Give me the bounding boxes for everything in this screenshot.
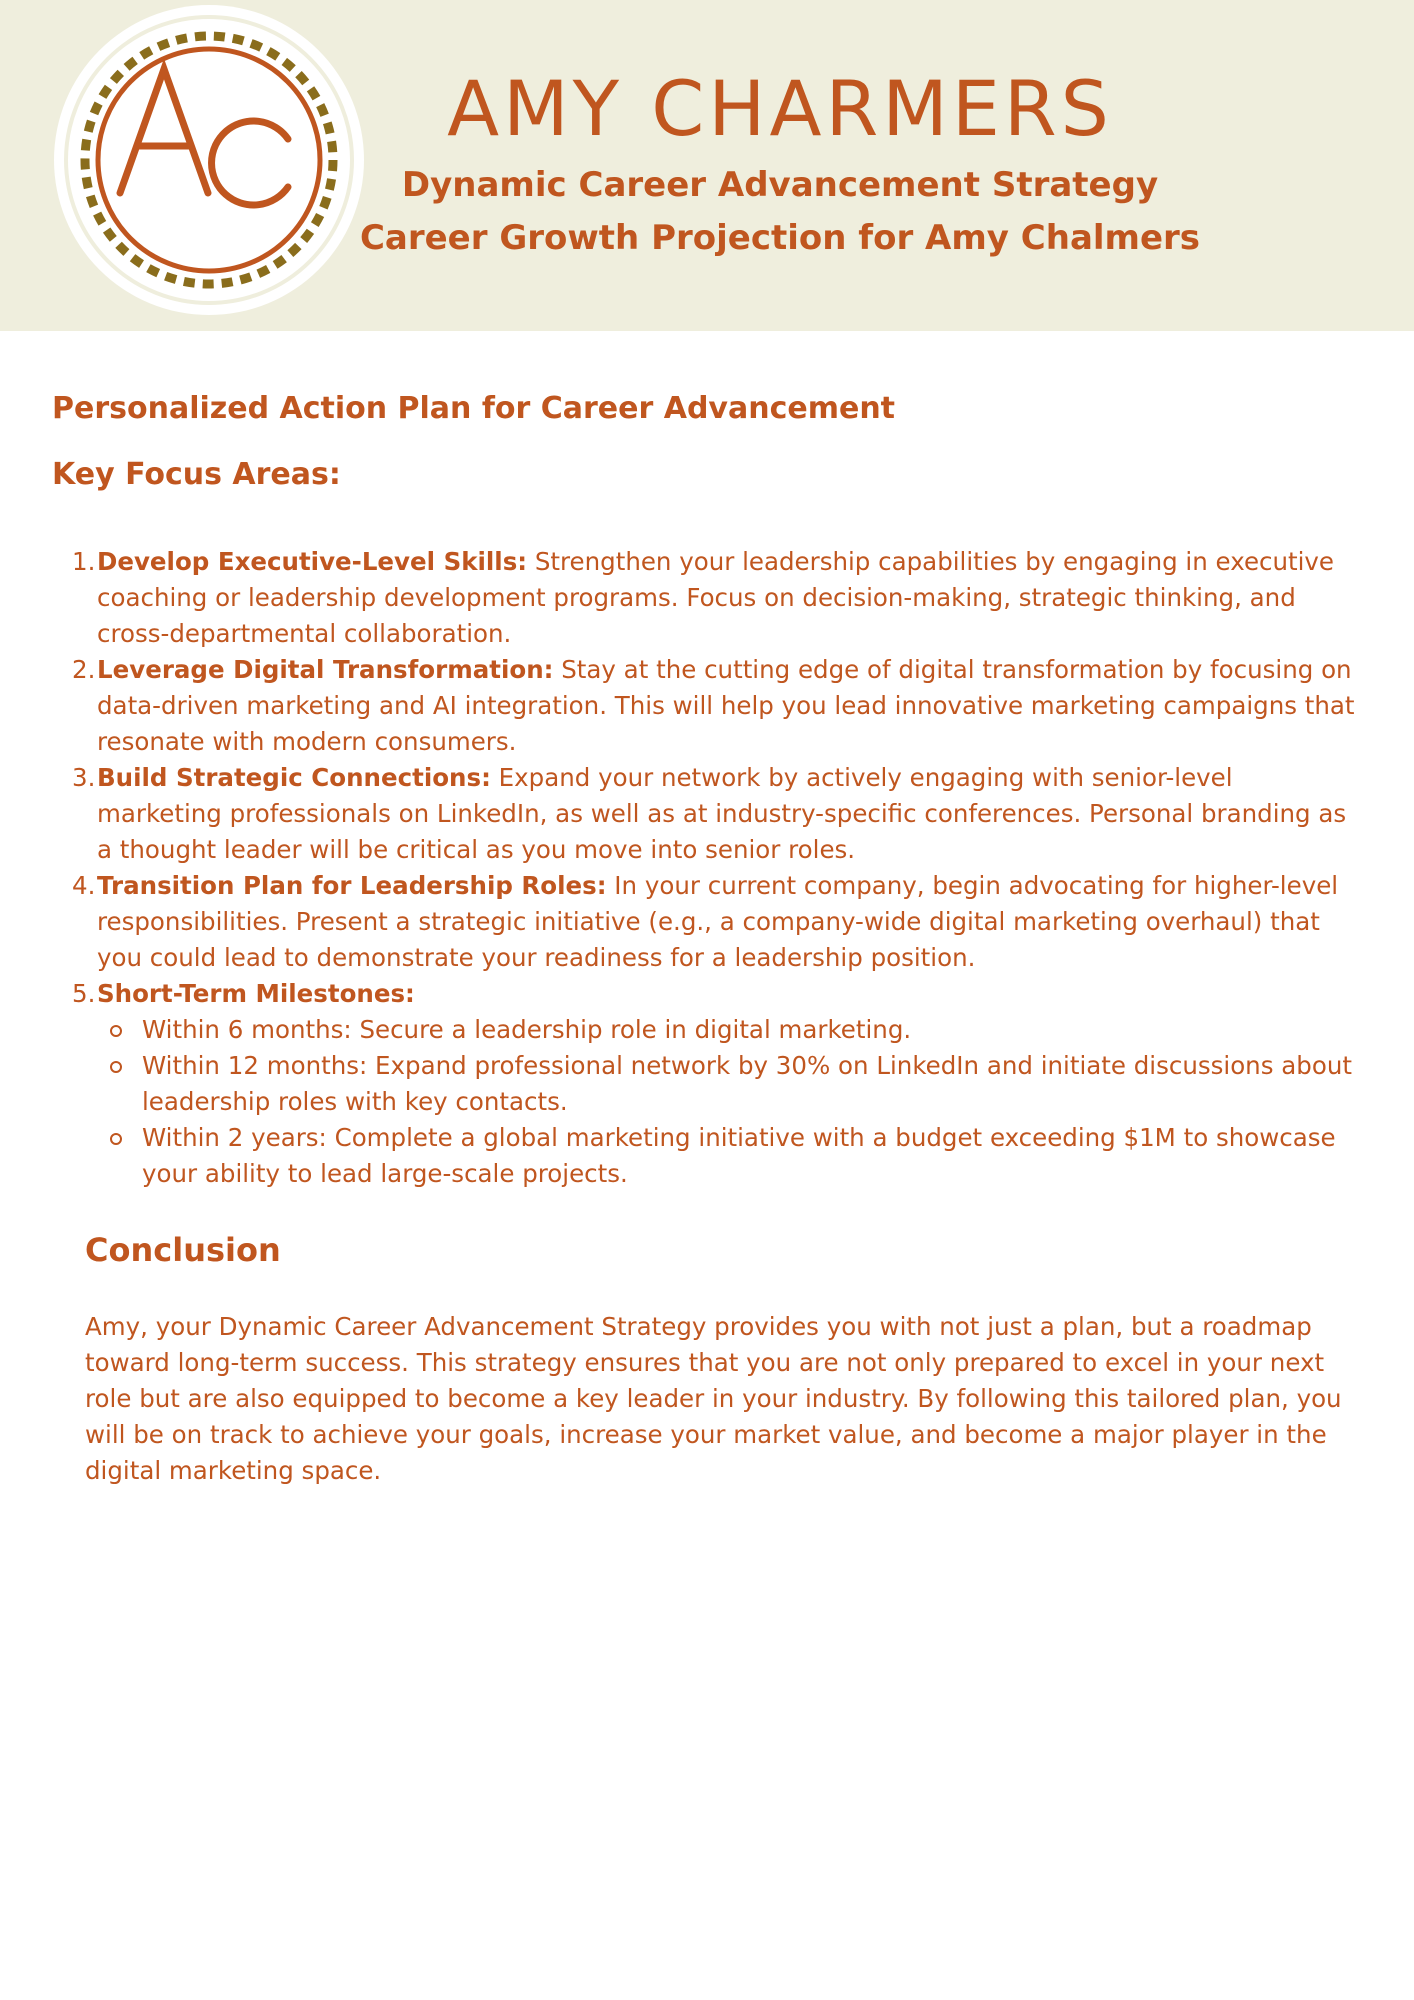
projection-title: Career Growth Projection for Amy Chalmers xyxy=(359,218,1201,258)
milestone-text: Within 2 years: Complete a global marketing initiative with a budget exceeding $1M to showcase your ability to lead large-scale projects. xyxy=(142,1123,1336,1188)
focus-areas-list xyxy=(52,544,1362,1192)
focus-item xyxy=(52,544,1362,652)
item-text: Expand your network by actively engaging with senior-level marketing professionals on LinkedIn, as well as at industry-specific conferences. Personal branding as a thought leader will be critical as you move into senior roles. xyxy=(97,763,1347,864)
person-name: AMY CHARMERS xyxy=(447,64,1113,153)
circle-bullet-icon xyxy=(110,1061,122,1073)
milestone-item xyxy=(97,1120,1362,1192)
item-number: 5. xyxy=(72,979,96,1008)
circle-bullet-icon xyxy=(110,1133,122,1145)
focus-item xyxy=(52,652,1362,760)
item-number: 3. xyxy=(72,763,96,792)
item-title: Leverage Digital Transformation: xyxy=(97,655,554,684)
conclusion-heading: Conclusion xyxy=(85,1231,281,1269)
item-number: 4. xyxy=(72,871,96,900)
focus-item xyxy=(52,760,1362,868)
action-plan-heading: Personalized Action Plan for Career Advancement xyxy=(52,391,896,426)
item-text: Strengthen your leadership capabilities by engaging in executive coaching or leadership development programs. Focus on decision-making, strategic thinking, and cross-departmental collaboration. xyxy=(97,547,1334,648)
focus-item xyxy=(52,868,1362,976)
focus-item-milestones xyxy=(52,976,1362,1192)
milestones-list xyxy=(97,1012,1362,1192)
ac-monogram-logo xyxy=(52,3,366,317)
item-title: Develop Executive-Level Skills: xyxy=(97,547,528,576)
item-title: Short-Term Milestones: xyxy=(97,979,415,1008)
item-title: Transition Plan for Leadership Roles: xyxy=(97,871,607,900)
milestone-text: Within 6 months: Secure a leadership role in digital marketing. xyxy=(142,1015,912,1044)
header-banner xyxy=(0,0,1414,331)
item-title: Build Strategic Connections: xyxy=(97,763,491,792)
strategy-title: Dynamic Career Advancement Strategy xyxy=(401,165,1159,205)
milestone-text: Within 12 months: Expand professional network by 30% on LinkedIn and initiate discussions about leadership roles with key contacts. xyxy=(142,1051,1352,1116)
circle-bullet-icon xyxy=(110,1025,122,1037)
conclusion-paragraph: Amy, your Dynamic Career Advancement Strategy provides you with not just a plan, but a roadmap toward long-term success. This strategy ensures that you are not only prepared to excel in your next role but are also equipped to become a key leader in your industry. By following this tailored plan, you will be on track to achieve your goals, increase your market value, and become a major player in the digital marketing space. xyxy=(85,1312,1342,1485)
key-focus-heading: Key Focus Areas: xyxy=(52,457,341,492)
item-number: 1. xyxy=(72,547,96,576)
item-number: 2. xyxy=(72,655,96,684)
milestone-item xyxy=(97,1048,1362,1120)
item-text: Stay at the cutting edge of digital transformation by focusing on data-driven marketing and AI integration. This will help you lead innovative marketing campaigns that resonate with modern consumers. xyxy=(97,655,1355,756)
item-text: In your current company, begin advocating for higher-level responsibilities. Present a strategic initiative (e.g., a company-wide digital marketing overhaul) that you could lead to demonstrate your readiness for a leadership position. xyxy=(97,871,1339,972)
milestone-item xyxy=(97,1012,1362,1048)
